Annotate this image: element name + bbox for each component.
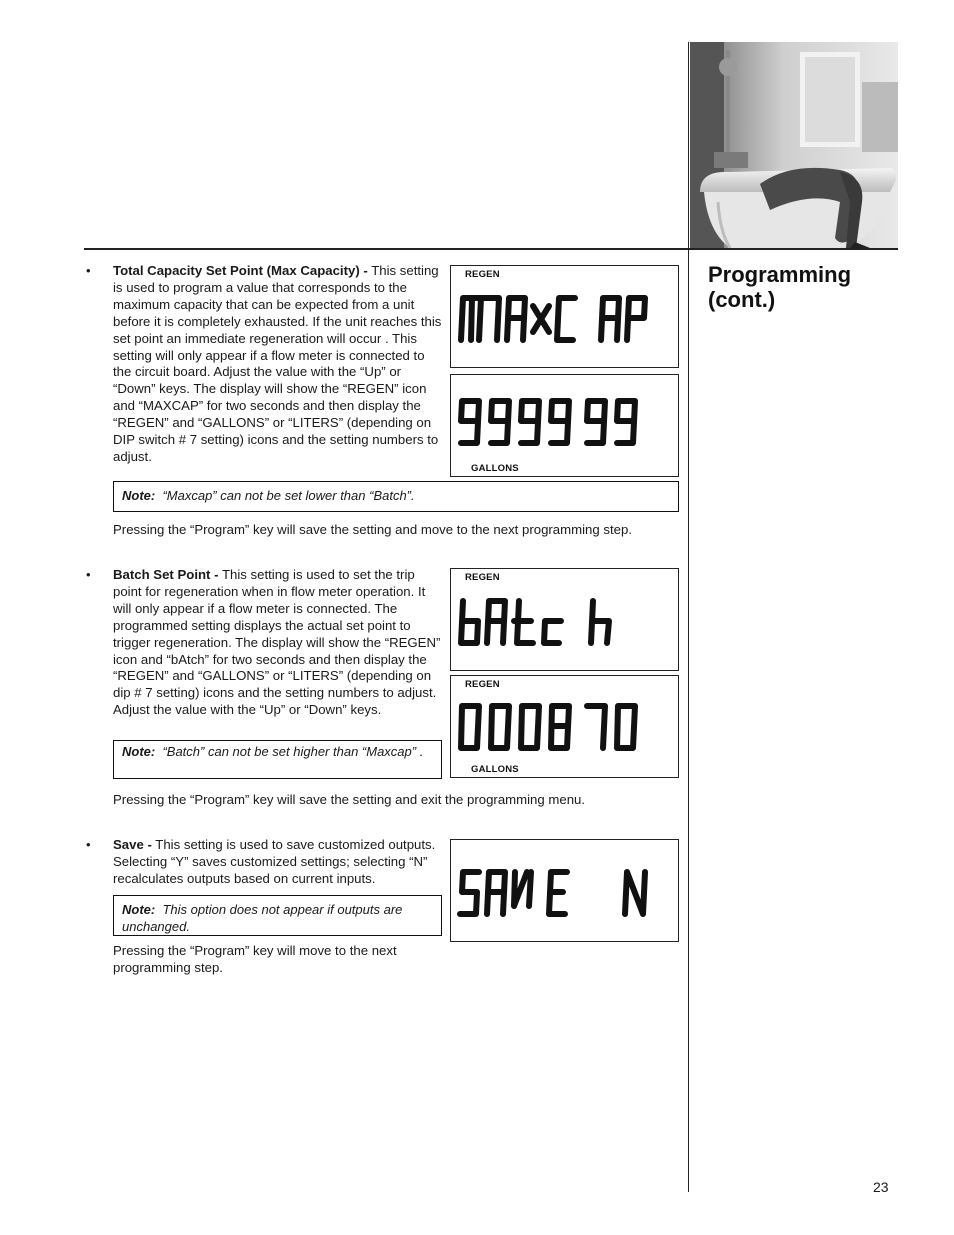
gallons-icon: GALLONS <box>471 764 519 775</box>
batch-body: This setting is used to set the trip point for regeneration when in flow meter operation. It will only appear if a flow meter is connected. The programmed setting displays the actual set point to trigger regeneration. The display will show the “REGEN” icon and “bAtch” for two seconds and then display the “REGEN” and “GALLONS” or “LITERS” (depending on dip # 7 setting) icons and the setting numbers to adjust. Adjust the value with the “Up” or “Down” keys. <box>113 567 441 718</box>
save-after-text: Pressing the “Program” key will move to the next programming step. <box>113 943 397 975</box>
lcd-display-maxcap <box>450 265 679 368</box>
note-text: “Maxcap” can not be set lower than “Batch”. <box>162 488 415 503</box>
maxcap-after-text: Pressing the “Program” key will save the setting and move to the next programming step. <box>113 522 632 537</box>
batch-description <box>113 567 443 719</box>
note-text: “Batch” can not be set higher than “Maxcap” . <box>162 744 424 759</box>
lcd-readout-maxcap-value <box>457 395 677 455</box>
save-term: Save - <box>113 837 152 852</box>
maxcap-note <box>113 481 679 512</box>
section-title: Programming (cont.) <box>708 262 852 312</box>
batch-note <box>113 740 442 779</box>
bullet: • <box>86 567 91 582</box>
regen-icon: REGEN <box>465 269 500 280</box>
save-description <box>113 837 448 888</box>
save-note <box>113 895 442 936</box>
note-label: Note: <box>122 902 156 917</box>
note-text: This option does not appear if outputs are unchanged. <box>122 902 403 934</box>
lcd-readout-batch-value <box>457 700 677 760</box>
batch-term: Batch Set Point - <box>113 567 219 582</box>
maxcap-description <box>113 263 443 466</box>
lcd-readout-maxcap <box>457 292 677 352</box>
gallons-icon: GALLONS <box>471 463 519 474</box>
note-label: Note: <box>122 488 156 503</box>
header-rule <box>84 248 898 250</box>
lcd-readout-batch <box>457 595 677 655</box>
maxcap-term: Total Capacity Set Point (Max Capacity) - <box>113 263 368 278</box>
regen-icon: REGEN <box>465 679 500 690</box>
bullet: • <box>86 263 91 278</box>
lcd-readout-save <box>457 866 677 926</box>
lcd-display-batch-value <box>450 675 679 778</box>
save-body: This setting is used to save customized outputs. Selecting “Y” saves customized settings; selecting “N” recalculates outputs based on current inputs. <box>113 837 436 886</box>
bullet: • <box>86 837 91 852</box>
page-number: 23 <box>873 1179 889 1195</box>
lcd-display-save <box>450 839 679 942</box>
lcd-display-batch <box>450 568 679 671</box>
bathtub-photo <box>690 42 898 248</box>
maxcap-body: This setting is used to program a value that corresponds to the maximum capacity that can be expected from a unit before it is completely exhausted. If the unit reaches this set point an immediate regeneration will occur . This setting will only appear if a flow meter is connected to the circuit board. Adjust the value with the “Up” or “Down” keys. The display will show the “REGEN” icon and “MAXCAP” for two seconds and then display the “REGEN” and “GALLONS” or “LITERS” (depending on DIP switch # 7 setting) icons and the setting numbers to adjust. <box>113 263 442 464</box>
column-divider <box>688 42 689 1192</box>
batch-after-text: Pressing the “Program” key will save the setting and exit the programming menu. <box>113 792 586 807</box>
lcd-display-maxcap-value <box>450 374 679 477</box>
note-label: Note: <box>122 744 156 759</box>
regen-icon: REGEN <box>465 572 500 583</box>
